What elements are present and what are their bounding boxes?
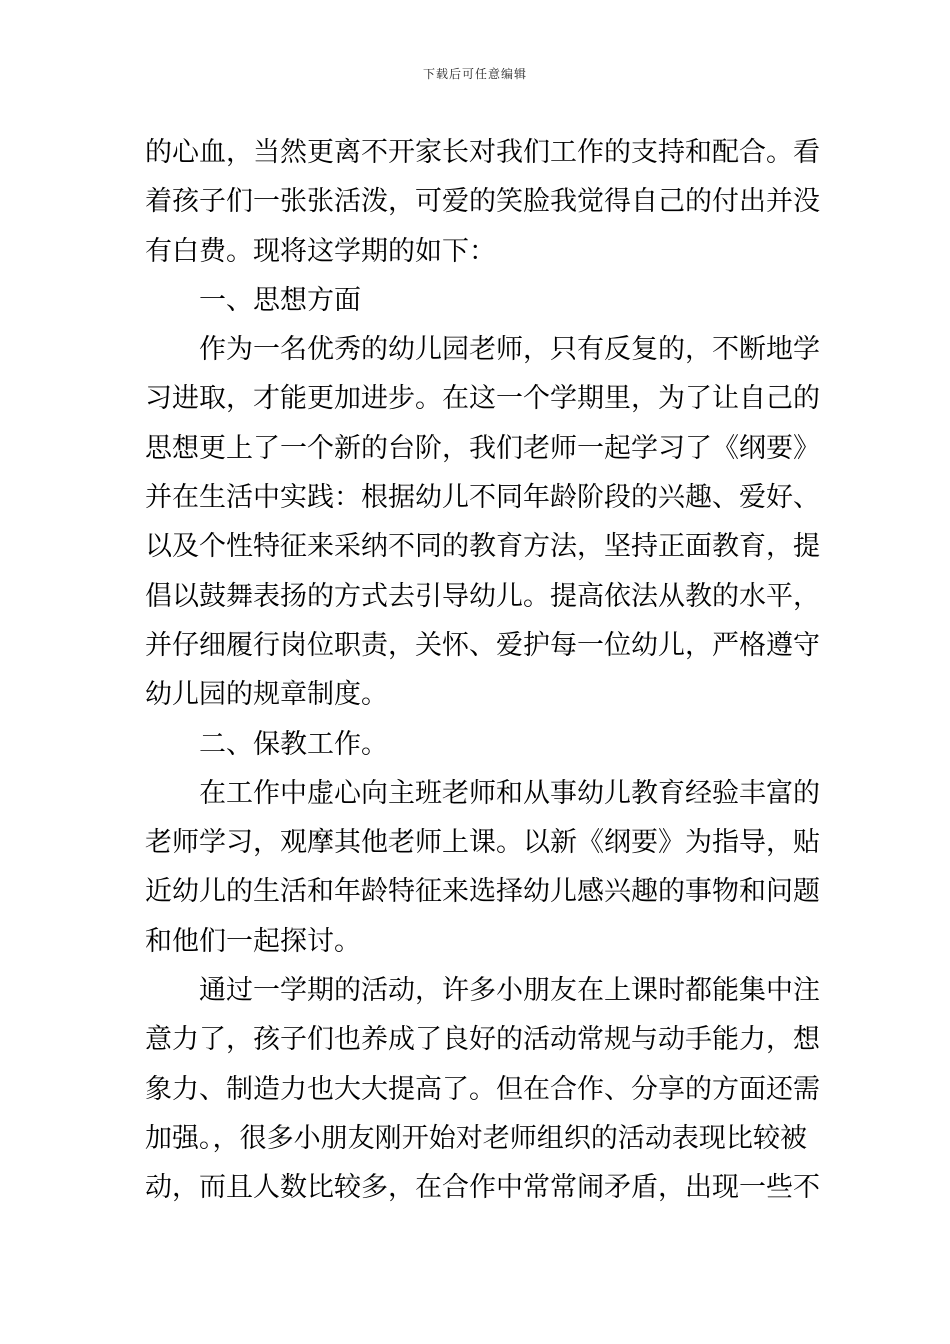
text-line: 通过一学期的活动，许多小朋友在上课时都能集中注 <box>199 975 820 1007</box>
text-line: 有白费。现将这学期的如下： <box>145 235 496 267</box>
text-line: 近幼儿的生活和年龄特征来选择幼儿感兴趣的事物和问题 <box>145 876 820 908</box>
text-line: 动，而且人数比较多，在合作中常常闹矛盾，出现一些不 <box>145 1172 820 1204</box>
text-line: 并在生活中实践：根据幼儿不同年龄阶段的兴趣、爱好、 <box>145 482 820 514</box>
page-header: 下载后可任意编辑 <box>422 67 527 81</box>
section-heading: 一、思想方面 <box>199 284 361 316</box>
text-line: 和他们一起探讨。 <box>145 925 361 957</box>
text-line: 习进取，才能更加进步。在这一个学期里，为了让自己的 <box>145 383 820 415</box>
text-line: 的心血，当然更离不开家长对我们工作的支持和配合。看 <box>145 137 820 168</box>
text-line: 幼儿园的规章制度。 <box>145 679 388 711</box>
text-line: 老师学习，观摩其他老师上课。以新《纲要》为指导，贴 <box>145 827 820 859</box>
text-line: 并仔细履行岗位职责，关怀、爱护每一位幼儿，严格遵守 <box>145 629 820 661</box>
text-line: 象力、制造力也大大提高了。但在合作、分享的方面还需 <box>145 1073 820 1105</box>
text-line: 思想更上了一个新的台阶，我们老师一起学习了《纲要》 <box>145 432 820 464</box>
text-line: 意力了，孩子们也养成了良好的活动常规与动手能力，想 <box>145 1024 820 1056</box>
text-line: 在工作中虚心向主班老师和从事幼儿教育经验丰富的 <box>199 777 820 809</box>
text-line: 倡以鼓舞表扬的方式去引导幼儿。提高依法从教的水平， <box>145 580 820 612</box>
document-body <box>145 128 820 1213</box>
text-line: 加强。，很多小朋友刚开始对老师组织的活动表现比较被 <box>145 1122 807 1154</box>
text-line: 着孩子们一张张活泼，可爱的笑脸我觉得自己的付出并没 <box>145 186 820 218</box>
text-line: 以及个性特征来采纳不同的教育方法，坚持正面教育，提 <box>145 531 820 563</box>
section-heading: 二、保教工作。 <box>199 728 388 760</box>
text-line: 作为一名优秀的幼儿园老师，只有反复的，不断地学 <box>199 334 820 366</box>
